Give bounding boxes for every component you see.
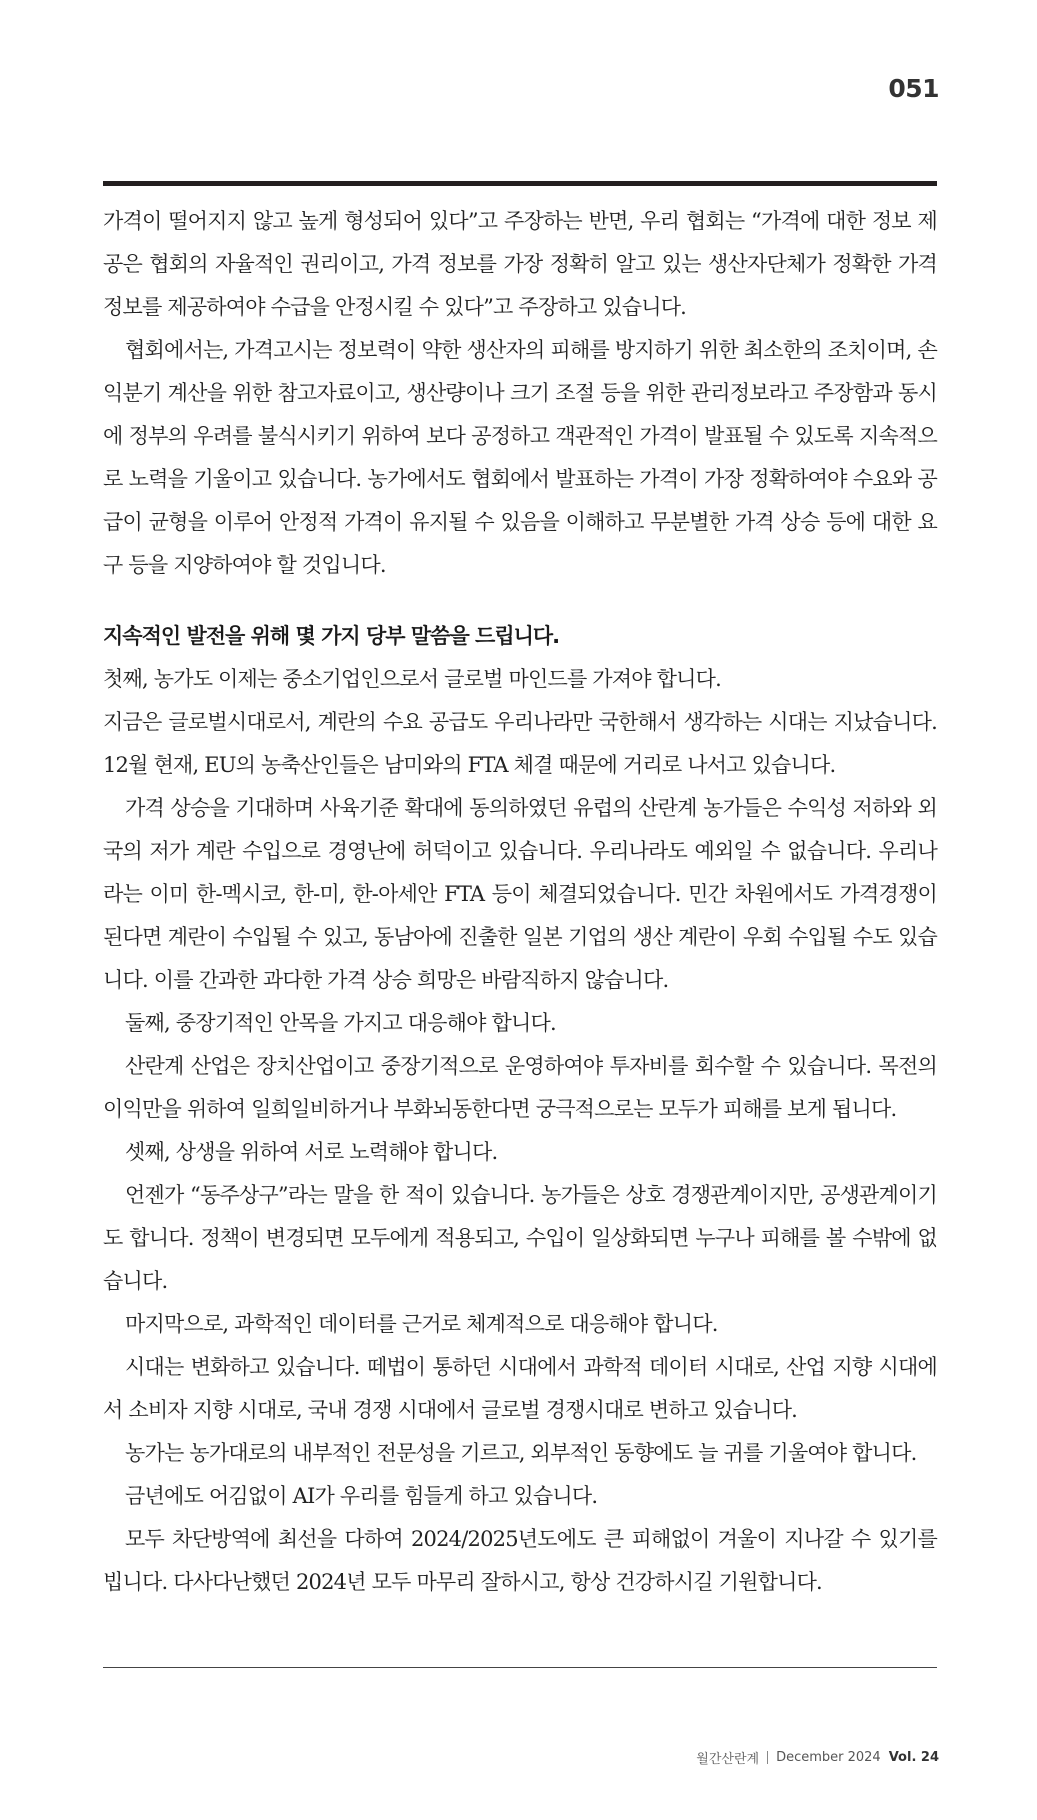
- paragraph: 금년에도 어김없이 AI가 우리를 힘들게 하고 있습니다.: [125, 1484, 598, 1508]
- page-number: 051: [888, 74, 939, 103]
- article-body: [103, 200, 937, 1604]
- page-footer: [696, 1748, 939, 1767]
- paragraph: 산란계 산업은 장치산업이고 중장기적으로 운영하여야 투자비를 회수할 수 있습니다. 목전의 이익만을 위하여 일희일비하거나 부화뇌동한다면 궁극적으로는 모두가 피해를 보게 됩니다.: [103, 1054, 937, 1121]
- section-heading: 지속적인 발전을 위해 몇 가지 당부 말씀을 드립니다.: [103, 624, 560, 648]
- paragraph: 가격이 떨어지지 않고 높게 형성되어 있다”고 주장하는 반면, 우리 협회는 “가격에 대한 정보 제공은 협회의 자율적인 권리이고, 가격 정보를 가장 정확히 알고 있는 생산자단체가 정확한 가격 정보를 제공하여야 수급을 안정시킬 수 있다”고 주장하고 있습니다.: [103, 209, 937, 319]
- paragraph: 협회에서는, 가격고시는 정보력이 약한 생산자의 피해를 방지하기 위한 최소한의 조치이며, 손익분기 계산을 위한 참고자료이고, 생산량이나 크기 조절 등을 위한 관리정보라고 주장함과 동시에 정부의 우려를 불식시키기 위하여 보다 공정하고 객관적인 가격이 발표될 수 있도록 지속적으로 노력을 기울이고 있습니다. 농가에서도 협회에서 발표하는 가격이 가장 정확하여야 수요와 공급이 균형을 이루어 안정적 가격이 유지될 수 있음을 이해하고 무분별한 가격 상승 등에 대한 요구 등을 지양하여야 할 것입니다.: [103, 338, 937, 577]
- paragraph: 모두 차단방역에 최선을 다하여 2024/2025년도에도 큰 피해없이 겨울이 지나갈 수 있기를 빕니다. 다사다난했던 2024년 모두 마무리 잘하시고, 항상 건강하시길 기원합니다.: [103, 1527, 937, 1594]
- paragraph: 지금은 글로벌시대로서, 계란의 수요 공급도 우리나라만 국한해서 생각하는 시대는 지났습니다. 12월 현재, EU의 농축산인들은 남미와의 FTA 체결 때문에 거리로 나서고 있습니다.: [103, 710, 937, 777]
- paragraph: 시대는 변화하고 있습니다. 떼법이 통하던 시대에서 과학적 데이터 시대로, 산업 지향 시대에서 소비자 지향 시대로, 국내 경쟁 시대에서 글로벌 경쟁시대로 변하고 있습니다.: [103, 1355, 937, 1422]
- paragraph: 셋째, 상생을 위하여 서로 노력해야 합니다.: [125, 1140, 498, 1164]
- top-divider: [103, 181, 937, 186]
- paragraph: 둘째, 중장기적인 안목을 가지고 대응해야 합니다.: [125, 1011, 556, 1035]
- bottom-divider: [103, 1667, 937, 1668]
- paragraph: 첫째, 농가도 이제는 중소기업인으로서 글로벌 마인드를 가져야 합니다.: [103, 667, 721, 691]
- paragraph: 언젠가 “동주상구”라는 말을 한 적이 있습니다. 농가들은 상호 경쟁관계이지만, 공생관계이기도 합니다. 정책이 변경되면 모두에게 적용되고, 수입이 일상화되면 누구나 피해를 볼 수밖에 없습니다.: [103, 1183, 937, 1293]
- paragraph: 가격 상승을 기대하며 사육기준 확대에 동의하였던 유럽의 산란계 농가들은 수익성 저하와 외국의 저가 계란 수입으로 경영난에 허덕이고 있습니다. 우리나라도 예외일 수 없습니다. 우리나라는 이미 한-멕시코, 한-미, 한-아세안 FTA 등이 체결되었습니다. 민간 차원에서도 가격경쟁이 된다면 계란이 수입될 수 있고, 동남아에 진출한 일본 기업의 생산 계란이 우회 수입될 수도 있습니다. 이를 간과한 과다한 가격 상승 희망은 바람직하지 않습니다.: [103, 796, 937, 992]
- paragraph: 마지막으로, 과학적인 데이터를 근거로 체계적으로 대응해야 합니다.: [125, 1312, 718, 1336]
- paragraph: 농가는 농가대로의 내부적인 전문성을 기르고, 외부적인 동향에도 늘 귀를 기울여야 합니다.: [125, 1441, 917, 1465]
- footer-separator: [767, 1751, 768, 1764]
- volume-number: Vol. 24: [888, 1750, 939, 1765]
- magazine-name: 월간산란계: [696, 1752, 760, 1767]
- issue-date: December 2024: [776, 1750, 881, 1765]
